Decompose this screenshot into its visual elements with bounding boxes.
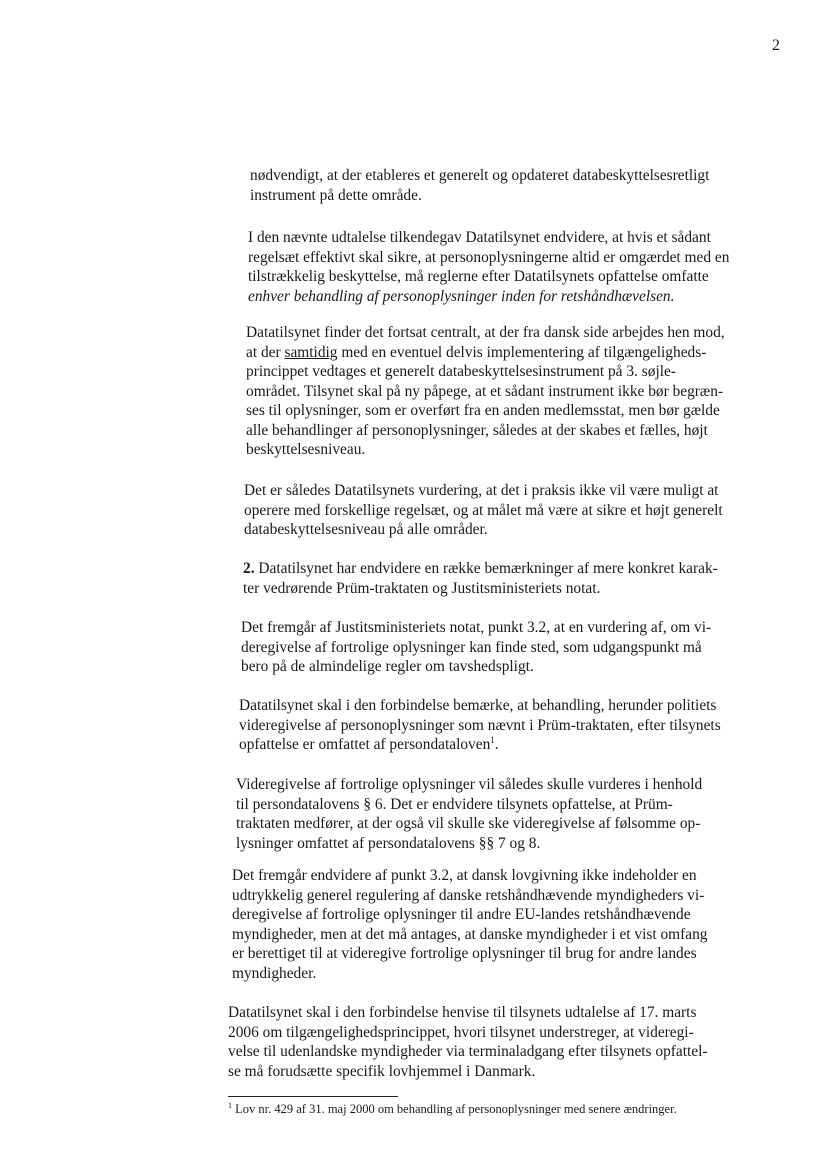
text-line: deregivelse af fortrolige oplysninger kan finde sted, som udgangspunkt må (241, 638, 702, 656)
text-line: 2006 om tilgængelighedsprincippet, hvori tilsynet understreger, at videregi- (228, 1023, 694, 1041)
paragraph-8 (236, 775, 702, 853)
text-line (239, 735, 721, 755)
footnote-reference: 1 (490, 734, 495, 745)
text-line: myndigheder. (232, 964, 317, 982)
underlined-word: samtidig (284, 343, 338, 361)
text-line: traktaten medfører, at der også vil skulle ske videregivelse af følsomme op- (236, 815, 701, 832)
text-line: Det er således Datatilsynets vurdering, at det i praksis ikke vil være muligt at (244, 482, 719, 499)
text-line: alle behandlinger af personoplysninger, således at der skabes et fælles, højt (246, 421, 708, 439)
paragraph-7 (239, 696, 721, 755)
text-line: Videregivelse af fortrolige oplysninger vil således skulle vurderes i henhold (236, 776, 703, 793)
text-line: er berettiget til at videregive fortrolige oplysninger til brug for andre landes (232, 945, 697, 962)
footnote (228, 1102, 677, 1117)
text-line (246, 343, 725, 363)
text-line: til persondatalovens § 6. Det er endvidere tilsynets opfattelse, at Prüm- (236, 795, 673, 813)
text-line: nødvendigt, at der etableres et generelt og opdateret databeskyttelsesretligt (250, 167, 710, 184)
text-segment: . (494, 736, 499, 753)
text-line: Datatilsynet skal i den forbindelse bemærke, at behandling, herunder politiets (239, 697, 717, 714)
paragraph-1 (250, 166, 709, 205)
paragraph-10 (228, 1003, 708, 1081)
text-line: se må forudsætte specifik lovhjemmel i Danmark. (228, 1062, 536, 1080)
text-line (243, 559, 718, 579)
text-segment: opfattelse er omfattet af persondataloven (239, 736, 491, 753)
text-line: Datatilsynet finder det fortsat centralt, at der fra dansk side arbejdes hen mod, (246, 324, 725, 341)
text-line: Det fremgår endvidere af punkt 3.2, at dansk lovgivning ikke indeholder en (232, 867, 697, 884)
text-line: myndigheder, men at det må antages, at danske myndigheder i et vist omfang (232, 925, 708, 943)
text-line: lysninger omfattet af persondatalovens §§ 7 og 8. (236, 834, 541, 852)
text-line: beskyttelsesniveau. (246, 441, 366, 458)
paragraph-9 (232, 866, 708, 983)
text-line: området. Tilsynet skal på ny påpege, at et sådant instrument ikke bør begræn- (246, 382, 724, 400)
text-line: operere med forskellige regelsæt, og at målet må være at sikre et højt generelt (244, 501, 723, 519)
text-line: deregivelse af fortrolige oplysninger til andre EU-landes retshåndhævende (232, 906, 691, 923)
footnote-number: 1 (228, 1100, 232, 1110)
text-line: velse til udenlandske myndigheder via terminaladgang efter tilsynets opfattel- (228, 1043, 708, 1060)
paragraph-3 (246, 323, 725, 460)
text-line: Datatilsynet skal i den forbindelse henvise til tilsynets udtalelse af 17. marts (228, 1004, 697, 1021)
text-line: ses til oplysninger, som er overført fra en anden medlemsstat, men bør gælde (246, 402, 720, 419)
paragraph-2 (248, 228, 729, 306)
italic-text-line: enhver behandling af personoplysninger inden for retshåndhævelsen. (248, 287, 675, 305)
paragraph-4 (244, 481, 723, 540)
text-segment: Datatilsynet har endvidere en række bemærkninger af mere konkret karak- (254, 560, 718, 577)
footnote-divider (228, 1096, 398, 1097)
paragraph-5 (243, 559, 718, 598)
text-line: bero på de almindelige regler om tavshedspligt. (241, 658, 534, 675)
footnote-text: Lov nr. 429 af 31. maj 2000 om behandling af personoplysninger med senere ændringer. (235, 1102, 677, 1116)
text-segment: med en eventuel delvis implementering af tilgængeligheds- (337, 343, 707, 361)
text-line: Det fremgår af Justitsministeriets notat, punkt 3.2, at en vurdering af, om vi- (241, 619, 712, 636)
text-line: I den nævnte udtalelse tilkendegav Datatilsynet endvidere, at hvis et sådant (248, 229, 711, 246)
text-line: regelsæt effektivt skal sikre, at personoplysningerne altid er omgærdet med en (248, 248, 730, 266)
text-line: udtrykkelig generel regulering af danske retshåndhævende myndigheders vi- (232, 886, 705, 904)
text-line: ter vedrørende Prüm-traktaten og Justitsministeriets notat. (243, 579, 601, 597)
text-line: videregivelse af personoplysninger som nævnt i Prüm-traktaten, efter tilsynets (239, 716, 721, 734)
text-line: databeskyttelsesniveau på alle områder. (244, 521, 488, 538)
text-line: tilstrækkelig beskyttelse, må reglerne efter Datatilsynets opfattelse omfatte (248, 268, 709, 285)
paragraph-6 (241, 618, 711, 677)
text-line: princippet vedtages et generelt databeskyttelsesinstrument på 3. søjle- (246, 363, 676, 380)
text-line: instrument på dette område. (250, 186, 422, 204)
page-number: 2 (772, 37, 780, 54)
text-segment: at der (246, 343, 285, 361)
section-number: 2. (243, 560, 255, 577)
